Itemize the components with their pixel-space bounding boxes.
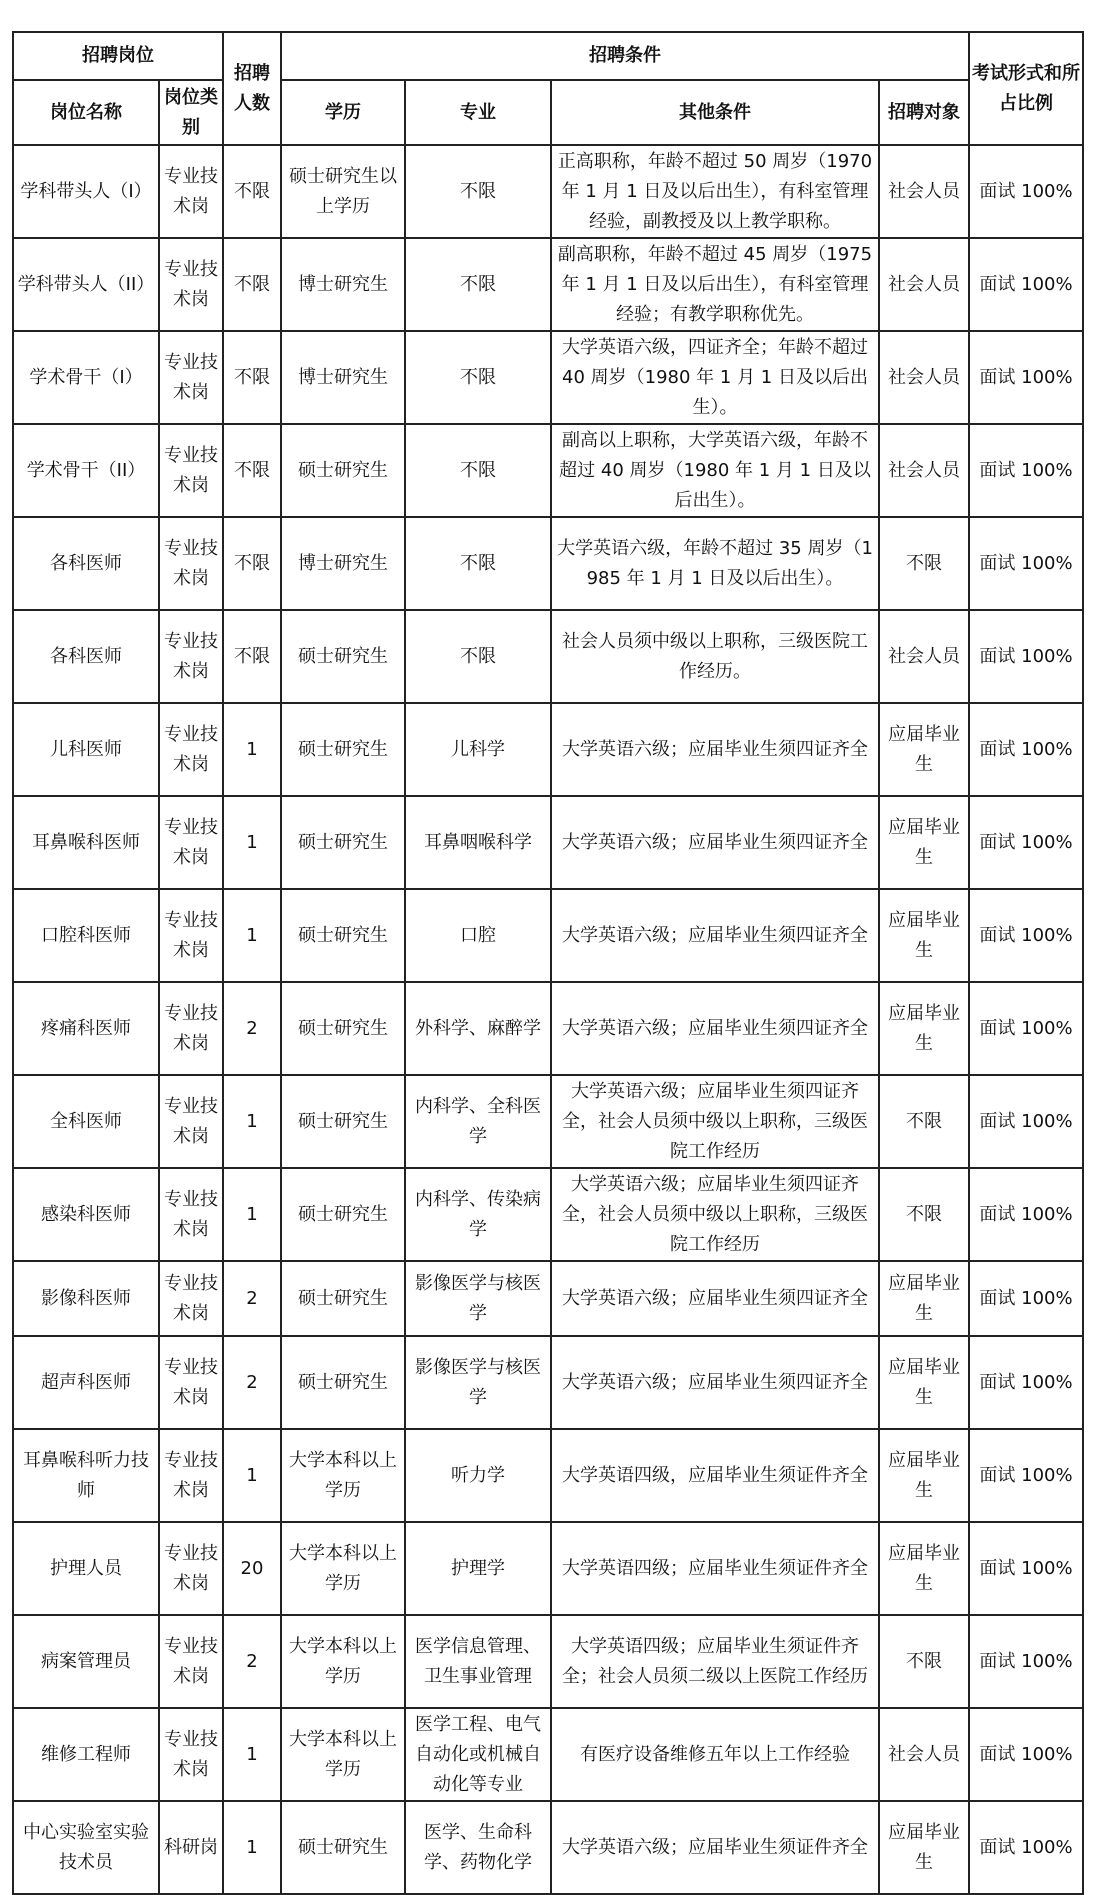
cell-other-conditions: 社会人员须中级以上职称，三级医院工作经历。 <box>551 610 879 703</box>
table-row <box>13 1075 1083 1168</box>
cell-target: 社会人员 <box>879 1708 969 1801</box>
cell-post-type: 专业技术岗 <box>159 610 223 703</box>
cell-other-conditions: 正高职称，年龄不超过 50 周岁（1970 年 1 月 1 日及以后出生），有科室管理经验，副教授及以上教学职称。 <box>551 145 879 238</box>
header-post-type: 岗位类别 <box>159 80 223 145</box>
cell-count: 2 <box>223 1261 281 1336</box>
cell-post-type: 专业技术岗 <box>159 703 223 796</box>
cell-major: 不限 <box>405 238 551 331</box>
table-row <box>13 238 1083 331</box>
cell-education: 硕士研究生 <box>281 889 405 982</box>
header-target: 招聘对象 <box>879 80 969 145</box>
cell-count: 20 <box>223 1522 281 1615</box>
header-post-name: 岗位名称 <box>13 80 159 145</box>
cell-post-type: 专业技术岗 <box>159 1075 223 1168</box>
cell-education: 硕士研究生 <box>281 1336 405 1429</box>
cell-post-type: 专业技术岗 <box>159 1708 223 1801</box>
cell-major: 影像医学与核医学 <box>405 1336 551 1429</box>
cell-target: 社会人员 <box>879 331 969 424</box>
cell-other-conditions: 大学英语六级，四证齐全；年龄不超过 40 周岁（1980 年 1 月 1 日及以后出生）。 <box>551 331 879 424</box>
table-row <box>13 889 1083 982</box>
table-row <box>13 331 1083 424</box>
cell-target: 应届毕业生 <box>879 1801 969 1894</box>
table-row <box>13 796 1083 889</box>
cell-major: 医学信息管理、卫生事业管理 <box>405 1615 551 1708</box>
cell-post-name: 学科带头人（II） <box>13 238 159 331</box>
table-row <box>13 982 1083 1075</box>
cell-exam: 面试 100% <box>969 1168 1083 1261</box>
cell-major: 内科学、传染病学 <box>405 1168 551 1261</box>
cell-exam: 面试 100% <box>969 982 1083 1075</box>
cell-other-conditions: 有医疗设备维修五年以上工作经验 <box>551 1708 879 1801</box>
cell-exam: 面试 100% <box>969 424 1083 517</box>
cell-target: 应届毕业生 <box>879 889 969 982</box>
cell-other-conditions: 副高职称，年龄不超过 45 周岁（1975 年 1 月 1 日及以后出生），有科室管理经验；有教学职称优先。 <box>551 238 879 331</box>
cell-target: 不限 <box>879 517 969 610</box>
cell-exam: 面试 100% <box>969 610 1083 703</box>
cell-count: 1 <box>223 1708 281 1801</box>
table-row <box>13 1801 1083 1894</box>
cell-target: 社会人员 <box>879 424 969 517</box>
cell-major: 不限 <box>405 145 551 238</box>
cell-other-conditions: 大学英语六级；应届毕业生须四证齐全，社会人员须中级以上职称，三级医院工作经历 <box>551 1168 879 1261</box>
cell-post-type: 专业技术岗 <box>159 424 223 517</box>
cell-education: 博士研究生 <box>281 238 405 331</box>
cell-post-type: 专业技术岗 <box>159 796 223 889</box>
cell-count: 1 <box>223 703 281 796</box>
cell-post-type: 科研岗 <box>159 1801 223 1894</box>
cell-count: 2 <box>223 1615 281 1708</box>
cell-exam: 面试 100% <box>969 1261 1083 1336</box>
cell-post-type: 专业技术岗 <box>159 1615 223 1708</box>
cell-post-name: 耳鼻喉科听力技师 <box>13 1429 159 1522</box>
cell-post-type: 专业技术岗 <box>159 1336 223 1429</box>
cell-major: 内科学、全科医学 <box>405 1075 551 1168</box>
cell-count: 不限 <box>223 331 281 424</box>
cell-post-type: 专业技术岗 <box>159 889 223 982</box>
header-major: 专业 <box>405 80 551 145</box>
header-row-2 <box>13 80 1083 145</box>
cell-exam: 面试 100% <box>969 331 1083 424</box>
cell-post-name: 护理人员 <box>13 1522 159 1615</box>
cell-exam: 面试 100% <box>969 703 1083 796</box>
cell-post-type: 专业技术岗 <box>159 517 223 610</box>
cell-count: 不限 <box>223 424 281 517</box>
header-other: 其他条件 <box>551 80 879 145</box>
cell-target: 社会人员 <box>879 238 969 331</box>
cell-other-conditions: 副高以上职称，大学英语六级，年龄不超过 40 周岁（1980 年 1 月 1 日及以后出生）。 <box>551 424 879 517</box>
cell-other-conditions: 大学英语六级；应届毕业生须四证齐全 <box>551 796 879 889</box>
cell-post-name: 儿科医师 <box>13 703 159 796</box>
cell-post-name: 口腔科医师 <box>13 889 159 982</box>
cell-count: 1 <box>223 1801 281 1894</box>
cell-post-type: 专业技术岗 <box>159 982 223 1075</box>
cell-education: 硕士研究生 <box>281 1261 405 1336</box>
cell-target: 应届毕业生 <box>879 1261 969 1336</box>
table-body <box>13 145 1083 1894</box>
cell-education: 硕士研究生 <box>281 703 405 796</box>
cell-post-name: 影像科医师 <box>13 1261 159 1336</box>
cell-post-name: 各科医师 <box>13 517 159 610</box>
cell-post-type: 专业技术岗 <box>159 238 223 331</box>
cell-major: 不限 <box>405 517 551 610</box>
table-row <box>13 424 1083 517</box>
cell-major: 医学、生命科学、药物化学 <box>405 1801 551 1894</box>
cell-education: 大学本科以上学历 <box>281 1522 405 1615</box>
cell-education: 硕士研究生 <box>281 1075 405 1168</box>
cell-major: 不限 <box>405 610 551 703</box>
cell-target: 应届毕业生 <box>879 1336 969 1429</box>
cell-major: 不限 <box>405 331 551 424</box>
cell-major: 听力学 <box>405 1429 551 1522</box>
table-row <box>13 145 1083 238</box>
header-count: 招聘人数 <box>223 32 281 145</box>
cell-major: 外科学、麻醉学 <box>405 982 551 1075</box>
header-education: 学历 <box>281 80 405 145</box>
table-row <box>13 1615 1083 1708</box>
table-row <box>13 1168 1083 1261</box>
cell-post-type: 专业技术岗 <box>159 145 223 238</box>
cell-exam: 面试 100% <box>969 238 1083 331</box>
cell-other-conditions: 大学英语四级；应届毕业生须证件齐全；社会人员须二级以上医院工作经历 <box>551 1615 879 1708</box>
cell-target: 应届毕业生 <box>879 982 969 1075</box>
header-group-post: 招聘岗位 <box>13 32 223 80</box>
cell-education: 硕士研究生 <box>281 1801 405 1894</box>
cell-post-name: 超声科医师 <box>13 1336 159 1429</box>
cell-other-conditions: 大学英语四级；应届毕业生须证件齐全 <box>551 1522 879 1615</box>
cell-major: 儿科学 <box>405 703 551 796</box>
cell-exam: 面试 100% <box>969 517 1083 610</box>
cell-major: 口腔 <box>405 889 551 982</box>
cell-count: 1 <box>223 796 281 889</box>
cell-other-conditions: 大学英语六级；应届毕业生须四证齐全 <box>551 1261 879 1336</box>
cell-other-conditions: 大学英语四级，应届毕业生须证件齐全 <box>551 1429 879 1522</box>
cell-target: 不限 <box>879 1615 969 1708</box>
cell-count: 1 <box>223 889 281 982</box>
cell-post-type: 专业技术岗 <box>159 331 223 424</box>
cell-post-name: 疼痛科医师 <box>13 982 159 1075</box>
cell-exam: 面试 100% <box>969 1708 1083 1801</box>
cell-education: 硕士研究生以上学历 <box>281 145 405 238</box>
cell-other-conditions: 大学英语六级，年龄不超过 35 周岁（1985 年 1 月 1 日及以后出生）。 <box>551 517 879 610</box>
cell-education: 硕士研究生 <box>281 796 405 889</box>
cell-exam: 面试 100% <box>969 1801 1083 1894</box>
cell-education: 博士研究生 <box>281 517 405 610</box>
cell-exam: 面试 100% <box>969 145 1083 238</box>
cell-target: 社会人员 <box>879 610 969 703</box>
cell-exam: 面试 100% <box>969 1615 1083 1708</box>
cell-post-name: 学科带头人（I） <box>13 145 159 238</box>
cell-count: 不限 <box>223 238 281 331</box>
cell-post-name: 感染科医师 <box>13 1168 159 1261</box>
table-row <box>13 1261 1083 1336</box>
cell-target: 不限 <box>879 1075 969 1168</box>
cell-exam: 面试 100% <box>969 796 1083 889</box>
cell-count: 1 <box>223 1168 281 1261</box>
recruitment-table <box>12 31 1084 1895</box>
cell-exam: 面试 100% <box>969 889 1083 982</box>
cell-education: 硕士研究生 <box>281 610 405 703</box>
cell-major: 影像医学与核医学 <box>405 1261 551 1336</box>
cell-other-conditions: 大学英语六级；应届毕业生须证件齐全 <box>551 1801 879 1894</box>
cell-target: 应届毕业生 <box>879 1522 969 1615</box>
cell-target: 应届毕业生 <box>879 703 969 796</box>
cell-exam: 面试 100% <box>969 1429 1083 1522</box>
cell-other-conditions: 大学英语六级；应届毕业生须四证齐全，社会人员须中级以上职称，三级医院工作经历 <box>551 1075 879 1168</box>
header-exam: 考试形式和所占比例 <box>969 32 1083 145</box>
cell-education: 硕士研究生 <box>281 1168 405 1261</box>
cell-education: 大学本科以上学历 <box>281 1708 405 1801</box>
cell-education: 大学本科以上学历 <box>281 1615 405 1708</box>
cell-post-type: 专业技术岗 <box>159 1429 223 1522</box>
header-row-1 <box>13 32 1083 80</box>
cell-education: 硕士研究生 <box>281 424 405 517</box>
table-row <box>13 1336 1083 1429</box>
cell-count: 2 <box>223 1336 281 1429</box>
cell-count: 1 <box>223 1429 281 1522</box>
cell-education: 硕士研究生 <box>281 982 405 1075</box>
cell-exam: 面试 100% <box>969 1075 1083 1168</box>
cell-other-conditions: 大学英语六级；应届毕业生须四证齐全 <box>551 1336 879 1429</box>
cell-count: 不限 <box>223 145 281 238</box>
cell-major: 不限 <box>405 424 551 517</box>
cell-other-conditions: 大学英语六级；应届毕业生须四证齐全 <box>551 889 879 982</box>
cell-other-conditions: 大学英语六级；应届毕业生须四证齐全 <box>551 982 879 1075</box>
cell-post-name: 全科医师 <box>13 1075 159 1168</box>
cell-count: 1 <box>223 1075 281 1168</box>
cell-post-type: 专业技术岗 <box>159 1168 223 1261</box>
cell-education: 博士研究生 <box>281 331 405 424</box>
table-row <box>13 703 1083 796</box>
cell-exam: 面试 100% <box>969 1522 1083 1615</box>
table-row <box>13 610 1083 703</box>
header-group-conditions: 招聘条件 <box>281 32 969 80</box>
cell-post-name: 耳鼻喉科医师 <box>13 796 159 889</box>
cell-post-type: 专业技术岗 <box>159 1261 223 1336</box>
cell-post-type: 专业技术岗 <box>159 1522 223 1615</box>
cell-major: 护理学 <box>405 1522 551 1615</box>
cell-post-name: 学术骨干（I） <box>13 331 159 424</box>
cell-target: 社会人员 <box>879 145 969 238</box>
cell-education: 大学本科以上学历 <box>281 1429 405 1522</box>
cell-target: 不限 <box>879 1168 969 1261</box>
cell-major: 医学工程、电气自动化或机械自动化等专业 <box>405 1708 551 1801</box>
table-row <box>13 1429 1083 1522</box>
cell-post-name: 学术骨干（II） <box>13 424 159 517</box>
cell-post-name: 病案管理员 <box>13 1615 159 1708</box>
cell-count: 不限 <box>223 610 281 703</box>
table-row <box>13 1708 1083 1801</box>
table-row <box>13 1522 1083 1615</box>
cell-post-name: 维修工程师 <box>13 1708 159 1801</box>
cell-target: 应届毕业生 <box>879 796 969 889</box>
cell-target: 应届毕业生 <box>879 1429 969 1522</box>
cell-post-name: 各科医师 <box>13 610 159 703</box>
cell-exam: 面试 100% <box>969 1336 1083 1429</box>
table-row <box>13 517 1083 610</box>
cell-count: 不限 <box>223 517 281 610</box>
cell-other-conditions: 大学英语六级；应届毕业生须四证齐全 <box>551 703 879 796</box>
cell-major: 耳鼻咽喉科学 <box>405 796 551 889</box>
cell-post-name: 中心实验室实验技术员 <box>13 1801 159 1894</box>
cell-count: 2 <box>223 982 281 1075</box>
